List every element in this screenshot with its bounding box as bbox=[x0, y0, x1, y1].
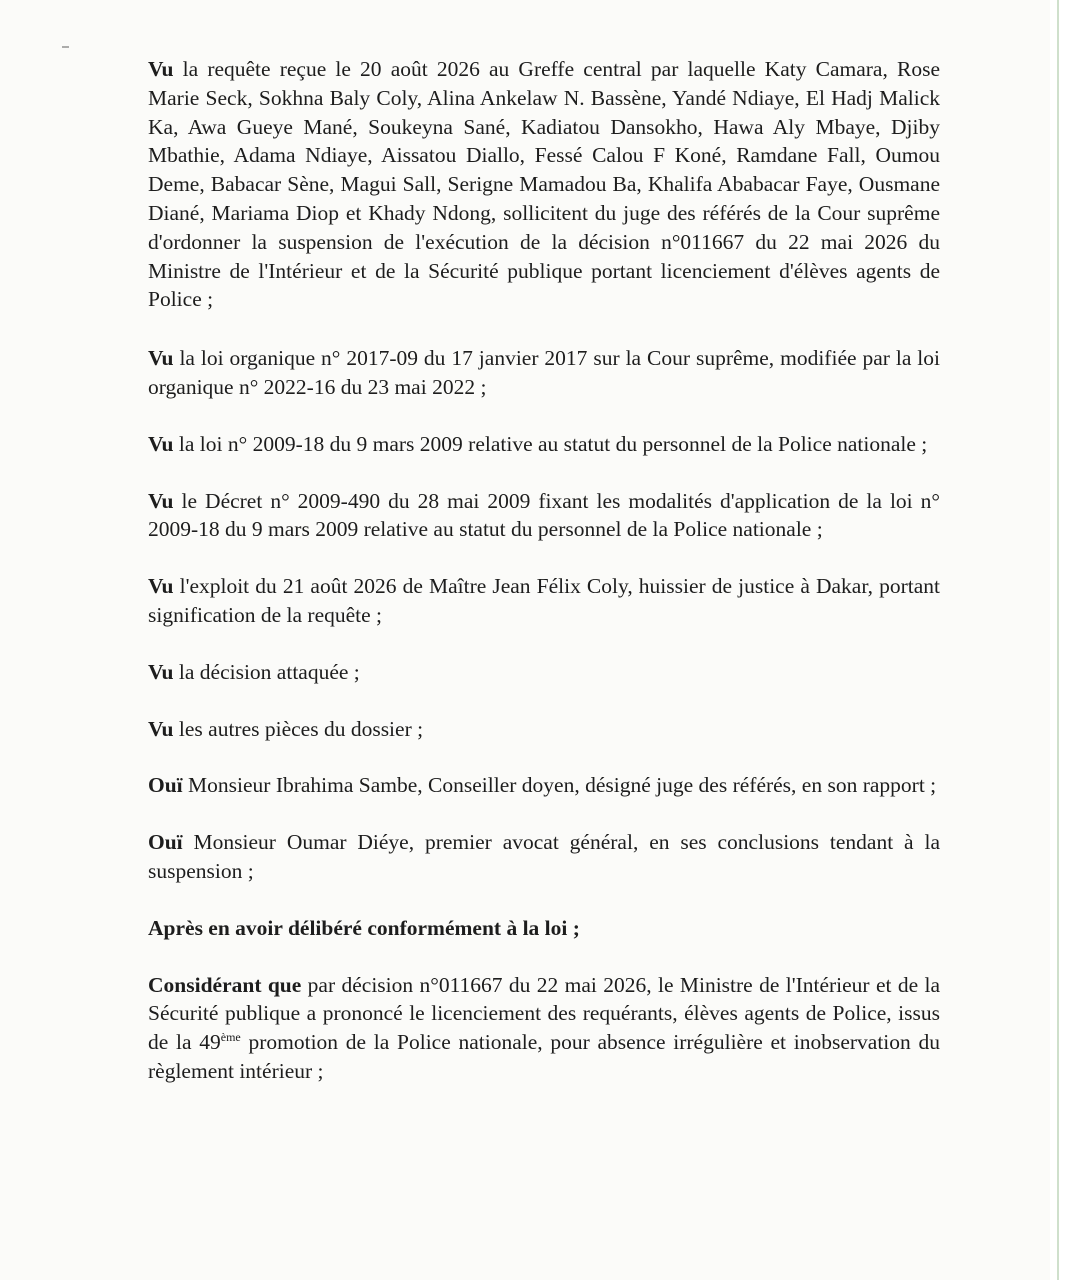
paragraph-vu-loi-statut bbox=[148, 430, 940, 459]
paragraph-text: Monsieur Ibrahima Sambe, Conseiller doyen, désigné juge des référés, en son rapport ; bbox=[182, 773, 937, 798]
paragraph-lead: Ouï bbox=[148, 773, 183, 798]
paragraph-vu-exploit bbox=[148, 572, 940, 630]
ordinal-superscript: ème bbox=[220, 1029, 241, 1044]
paragraph-lead: Vu bbox=[148, 659, 174, 684]
paragraph-lead: Vu bbox=[148, 57, 174, 81]
paragraph-vu-pieces bbox=[148, 715, 940, 744]
paragraph-oui-rapport bbox=[148, 771, 940, 800]
paragraph-lead: Vu bbox=[148, 346, 174, 371]
paragraph-lead: Ouï bbox=[148, 830, 183, 855]
paragraph-oui-conclusions bbox=[148, 828, 940, 886]
paragraph-lead: Vu bbox=[148, 431, 174, 456]
paragraph-lead: Vu bbox=[148, 488, 174, 513]
paragraph-text: les autres pièces du dossier ; bbox=[173, 716, 424, 741]
paragraph-vu-decision bbox=[148, 658, 940, 687]
paragraph-text: la loi n° 2009-18 du 9 mars 2009 relative au statut du personnel de la Police nationale ; bbox=[173, 431, 928, 456]
deliberation-heading: Après en avoir délibéré conformément à la loi ; bbox=[148, 915, 580, 940]
paragraph-text: Monsieur Oumar Diéye, premier avocat général, en ses conclusions tendant à la suspension ; bbox=[148, 830, 940, 883]
paragraph-vu-decret bbox=[148, 487, 940, 545]
document-body bbox=[148, 55, 940, 1114]
paragraph-vu-loi-organique bbox=[148, 344, 940, 402]
paragraph-lead: Vu bbox=[148, 716, 174, 741]
paragraph-lead: Considérant que bbox=[148, 972, 302, 997]
paragraph-lead: Vu bbox=[148, 574, 174, 599]
paragraph-text: la décision attaquée ; bbox=[173, 659, 360, 684]
paragraph-text: le Décret n° 2009-490 du 28 mai 2009 fixant les modalités d'application de la loi n° 2009-18 du 9 mars 2009 relative au statut du personnel de la Police nationale ; bbox=[148, 488, 940, 542]
paragraph-text: par décision n°011667 du 22 mai 2026, le Ministre de l'Intérieur et de la Sécurité publique a prononcé le licenciement des requérants, élèves agents de Police, issus de la 49 bbox=[148, 972, 940, 1055]
paragraph-text: la loi organique n° 2017-09 du 17 janvier 2017 sur la Cour suprême, modifiée par la loi organique n° 2022-16 du 23 mai 2022 ; bbox=[148, 346, 940, 399]
paragraph-text: l'exploit du 21 août 2026 de Maître Jean Félix Coly, huissier de justice à Dakar, portant signification de la requête ; bbox=[148, 574, 940, 627]
paragraph-considerant bbox=[148, 971, 940, 1086]
paragraph-text: la requête reçue le 20 août 2026 au Greffe central par laquelle Katy Camara, Rose Marie Seck, Sokhna Baly Coly, Alina Ankelaw N. Bassène, Yandé Ndiaye, El Hadj Malick Ka, Awa Gueye Mané, Soukeyna Sané, Kadiatou Dansokho, Hawa Aly Mbaye, Djiby Mbathie, Adama Ndiaye, Aissatou Diallo, Fessé Calou F Koné, Ramdane Fall, Oumou Deme, Babacar Sène, Magui Sall, Serigne Mamadou Ba, Khalifa Ababacar Faye, Ousmane Diané, Mariama Diop et Khady Ndong, sollicitent du juge des référés de la Cour suprême d'ordonner la suspension de l'exécution de la décision n°011667 du 22 mai 2026 du Ministre de l'Intérieur et de la Sécurité publique portant licenciement d'élèves agents de Police ; bbox=[148, 57, 940, 312]
paragraph-text: promotion de la Police nationale, pour absence irrégulière et inobservation du règlement intérieur ; bbox=[148, 1030, 940, 1083]
scan-speck bbox=[62, 46, 69, 48]
page-edge bbox=[1050, 0, 1066, 1280]
paragraph-vu-requete bbox=[148, 55, 940, 314]
